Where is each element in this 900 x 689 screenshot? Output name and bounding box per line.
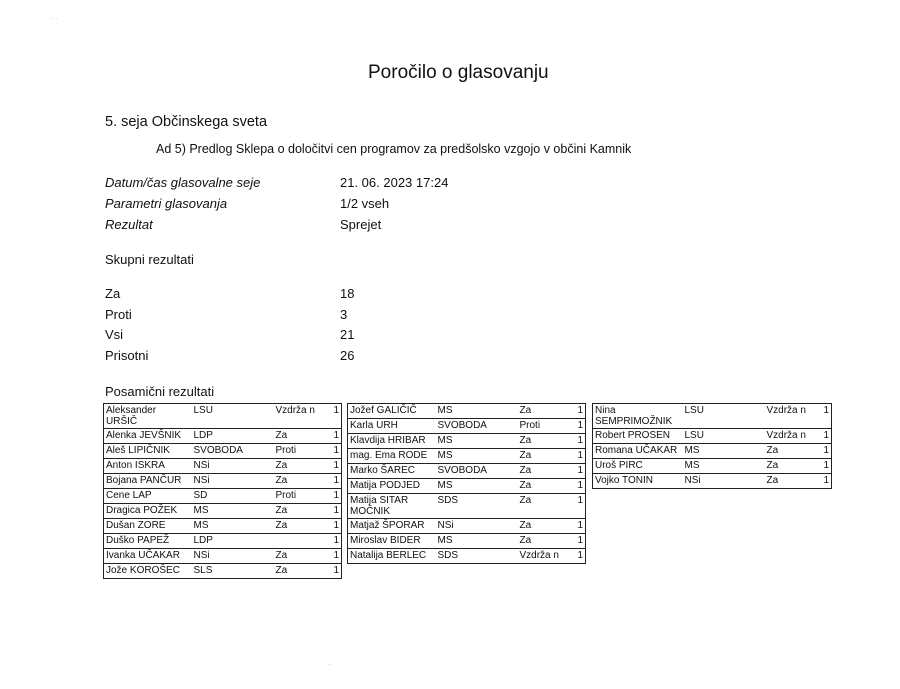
meta-value-params: 1/2 vseh (340, 196, 390, 211)
member-vote: Za (765, 459, 822, 474)
member-vote (274, 534, 332, 549)
member-name: Matija SITAR MOČNIK (348, 494, 436, 519)
member-party: SVOBODA (436, 464, 518, 479)
member-party: LDP (192, 534, 274, 549)
member-party: NSi (192, 459, 274, 474)
table-row (593, 444, 832, 459)
table-row (104, 444, 342, 459)
member-count: 1 (822, 444, 832, 459)
member-party: LSU (192, 404, 274, 429)
table-row (593, 459, 832, 474)
member-name: Jožef GALIČIČ (348, 404, 436, 419)
table-row (104, 519, 342, 534)
member-party: MS (192, 519, 274, 534)
member-party: NSi (192, 474, 274, 489)
member-name: Bojana PANČUR (104, 474, 192, 489)
table-row (593, 474, 832, 489)
table-row (348, 534, 586, 549)
member-vote: Vzdrža n (765, 404, 822, 429)
member-vote: Proti (274, 489, 332, 504)
member-party: NSi (683, 474, 765, 489)
member-name: Alenka JEVŠNIK (104, 429, 192, 444)
table-row (104, 429, 342, 444)
member-vote: Za (518, 519, 576, 534)
session-title: 5. seja Občinskega sveta (105, 114, 268, 130)
member-count: 1 (332, 489, 342, 504)
member-vote: Za (274, 519, 332, 534)
member-count: 1 (332, 549, 342, 564)
member-party: MS (436, 449, 518, 464)
member-name: Dragica POŽEK (104, 504, 192, 519)
scan-speck: · (328, 660, 331, 669)
member-name: Aleksander URŠIČ (104, 404, 192, 429)
table-row (348, 519, 586, 534)
total-label-za: Za (105, 286, 121, 301)
member-vote: Za (765, 444, 822, 459)
member-vote: Za (274, 459, 332, 474)
member-vote: Za (518, 494, 576, 519)
member-count: 1 (822, 474, 832, 489)
member-vote: Vzdrža n (765, 429, 822, 444)
table-row (348, 434, 586, 449)
member-count: 1 (332, 474, 342, 489)
member-vote: Vzdrža n (518, 549, 576, 564)
meta-label-date: Datum/čas glasovalne seje (105, 175, 261, 190)
member-party: NSi (192, 549, 274, 564)
table-row (348, 494, 586, 519)
member-vote: Za (765, 474, 822, 489)
member-count: 1 (822, 404, 832, 429)
member-name: Matija PODJED (348, 479, 436, 494)
scan-speck: · · (50, 14, 58, 23)
table-row (348, 479, 586, 494)
results-table-2 (347, 403, 586, 564)
member-party: SDS (436, 494, 518, 519)
member-vote: Za (274, 429, 332, 444)
total-value-proti: 3 (340, 307, 348, 322)
member-count: 1 (332, 564, 342, 579)
member-vote: Za (274, 474, 332, 489)
member-name: Dušan ZORE (104, 519, 192, 534)
member-name: Marko ŠAREC (348, 464, 436, 479)
member-vote: Za (518, 404, 576, 419)
member-party: NSi (436, 519, 518, 534)
member-name: Cene LAP (104, 489, 192, 504)
member-count: 1 (332, 504, 342, 519)
member-count: 1 (576, 419, 586, 434)
member-vote: Za (518, 479, 576, 494)
member-count: 1 (332, 534, 342, 549)
table-row (104, 549, 342, 564)
member-count: 1 (576, 434, 586, 449)
member-vote: Za (274, 549, 332, 564)
results-table-3 (592, 403, 832, 489)
member-name: Aleš LIPIČNIK (104, 444, 192, 459)
member-count: 1 (576, 549, 586, 564)
agenda-item: Ad 5) Predlog Sklepa o določitvi cen programov za predšolsko vzgojo v občini Kamnik (156, 142, 632, 156)
total-label-vsi: Vsi (105, 327, 124, 342)
member-party: MS (436, 479, 518, 494)
table-row (104, 564, 342, 579)
member-name: Vojko TONIN (593, 474, 683, 489)
member-party: SLS (192, 564, 274, 579)
member-party: MS (683, 459, 765, 474)
table-row (593, 429, 832, 444)
member-vote: Za (274, 564, 332, 579)
member-count: 1 (576, 464, 586, 479)
table-row (104, 489, 342, 504)
member-name: Romana UČAKAR (593, 444, 683, 459)
member-vote: Za (518, 434, 576, 449)
member-name: mag. Ema RODE (348, 449, 436, 464)
member-vote: Proti (274, 444, 332, 459)
table-row (348, 449, 586, 464)
member-count: 1 (576, 404, 586, 419)
member-name: Natalija BERLEC (348, 549, 436, 564)
table-row (348, 549, 586, 564)
results-table-1 (103, 403, 342, 579)
page-title: Poročilo o glasovanju (368, 62, 549, 83)
totals-heading: Skupni rezultati (105, 252, 194, 267)
member-name: Anton ISKRA (104, 459, 192, 474)
member-party: SVOBODA (436, 419, 518, 434)
table-row (593, 404, 832, 429)
member-party: SDS (436, 549, 518, 564)
member-party: MS (436, 404, 518, 419)
meta-value-date: 21. 06. 2023 17:24 (340, 175, 449, 190)
member-count: 1 (576, 534, 586, 549)
member-vote: Za (518, 449, 576, 464)
table-row (348, 464, 586, 479)
member-name: Robert PROSEN (593, 429, 683, 444)
member-party: SVOBODA (192, 444, 274, 459)
member-count: 1 (576, 519, 586, 534)
member-party: MS (192, 504, 274, 519)
member-party: SD (192, 489, 274, 504)
total-value-vsi: 21 (340, 327, 355, 342)
member-count: 1 (576, 449, 586, 464)
table-row (348, 404, 586, 419)
member-party: MS (436, 434, 518, 449)
member-name: Uroš PIRC (593, 459, 683, 474)
table-row (104, 474, 342, 489)
table-row (104, 504, 342, 519)
member-party: LSU (683, 404, 765, 429)
member-count: 1 (576, 494, 586, 519)
individual-heading: Posamični rezultati (105, 384, 215, 399)
member-vote: Za (518, 464, 576, 479)
member-party: MS (683, 444, 765, 459)
member-name: Jože KOROŠEC (104, 564, 192, 579)
member-count: 1 (332, 444, 342, 459)
member-vote: Za (518, 534, 576, 549)
member-count: 1 (332, 429, 342, 444)
member-name: Nina SEMPRIMOŽNIK (593, 404, 683, 429)
member-count: 1 (822, 429, 832, 444)
meta-label-result: Rezultat (105, 217, 153, 232)
member-name: Duško PAPEŽ (104, 534, 192, 549)
member-name: Miroslav BIDER (348, 534, 436, 549)
meta-value-result: Sprejet (340, 217, 382, 232)
member-party: LSU (683, 429, 765, 444)
member-party: MS (436, 534, 518, 549)
total-value-za: 18 (340, 286, 355, 301)
member-count: 1 (332, 519, 342, 534)
member-count: 1 (822, 459, 832, 474)
total-value-prisotni: 26 (340, 348, 355, 363)
table-row (104, 459, 342, 474)
meta-label-params: Parametri glasovanja (105, 196, 228, 211)
member-count: 1 (576, 479, 586, 494)
member-vote: Za (274, 504, 332, 519)
member-count: 1 (332, 459, 342, 474)
total-label-proti: Proti (105, 307, 132, 322)
total-label-prisotni: Prisotni (105, 348, 149, 363)
member-count: 1 (332, 404, 342, 429)
member-name: Matjaž ŠPORAR (348, 519, 436, 534)
member-name: Ivanka UČAKAR (104, 549, 192, 564)
member-party: LDP (192, 429, 274, 444)
table-row (104, 534, 342, 549)
member-name: Klavdija HRIBAR (348, 434, 436, 449)
member-name: Karla URH (348, 419, 436, 434)
table-row (348, 419, 586, 434)
table-row (104, 404, 342, 429)
member-vote: Vzdrža n (274, 404, 332, 429)
member-vote: Proti (518, 419, 576, 434)
